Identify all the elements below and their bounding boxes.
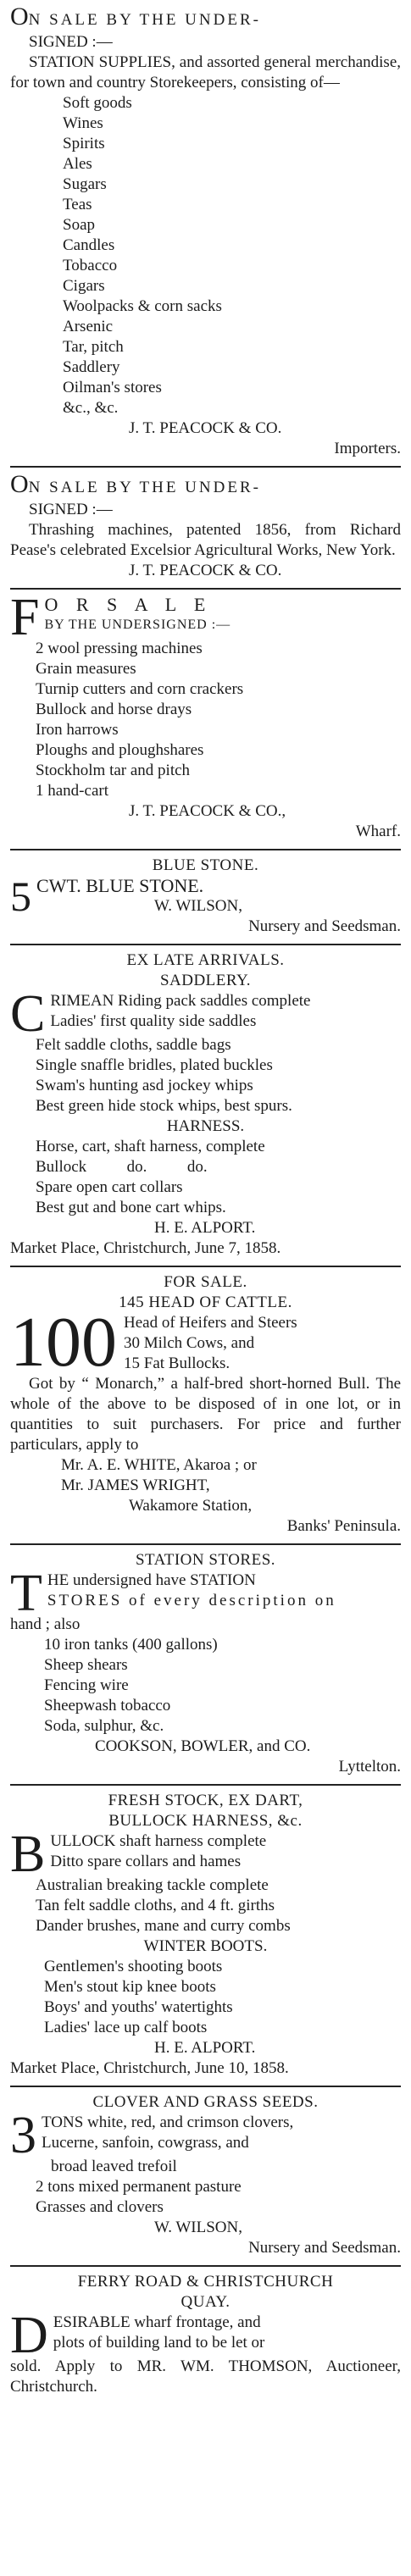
advertiser-name: J. T. PEACOCK & CO., [129, 802, 286, 820]
advert-blue-stone [10, 852, 401, 942]
list-item: Spare open cart collars [36, 1178, 183, 1196]
advert-ferry-road [10, 2269, 401, 2402]
list-item: Turnip cutters and corn crackers [36, 680, 244, 698]
list-item: Candles [63, 236, 115, 254]
advertiser-address: Lyttelton. [338, 1758, 401, 1776]
newspaper-column [10, 0, 401, 2402]
advert-subtitle: 145 HEAD OF CATTLE. [119, 1294, 292, 1311]
advertiser-address: Market Place, Christchurch, June 7, 1858. [10, 1239, 281, 1257]
advert-line: Lucerne, sanfoin, cowgrass, and [42, 2134, 249, 2152]
list-item: Horse, cart, shaft harness, complete [36, 1138, 265, 1155]
contact-line: Banks' Peninsula. [286, 1517, 401, 1535]
item-list [10, 1875, 401, 1936]
list-item: Saddlery [63, 358, 120, 376]
divider [10, 1543, 401, 1545]
list-item: Bullock do. do. [36, 1158, 208, 1176]
list-item: Tar, pitch [63, 338, 124, 356]
item-list [10, 1035, 401, 1116]
list-item: Teas [63, 196, 92, 213]
advert-title: FERRY ROAD & CHRISTCHURCH [77, 2273, 334, 2291]
advert-title: QUAY. [181, 2293, 230, 2311]
advert-line: 30 Milch Cows, and [124, 1334, 255, 1352]
advert-subheading: BY THE UNDERSIGNED :— [44, 618, 231, 632]
heading-line: STORES of every description on [47, 1592, 336, 1609]
list-item: Boys' and youths' watertights [44, 1998, 233, 2016]
advert-body: Got by “ Monarch,” a half-bred short-horned Bull. The whole of the above to be disposed of in one lot, or in quantities to suit purchasers. For price and further particulars, apply to [10, 1375, 401, 1454]
advertiser-role: Nursery and Seedsman. [248, 917, 401, 935]
advertiser-name: COOKSON, BOWLER, and CO. [95, 1737, 311, 1755]
advert-subtitle: BULLOCK HARNESS, &c. [108, 1812, 303, 1830]
initial-letter: T [10, 1565, 42, 1622]
divider [10, 944, 401, 945]
list-item: Ploughs and ploughshares [36, 741, 204, 759]
list-item: Soda, sulphur, &c. [44, 1717, 164, 1735]
initial-letter: 5 [10, 873, 31, 920]
list-item: Grasses and clovers [36, 2198, 164, 2216]
advert-title: STATION STORES. [135, 1551, 276, 1569]
list-item: Cigars [63, 277, 105, 295]
divider [10, 1266, 401, 1267]
advert-clover-seeds [10, 2089, 401, 2263]
list-item: Spirits [63, 135, 105, 152]
divider [10, 2265, 401, 2267]
list-item: Oilman's stores [63, 379, 162, 396]
advert-cattle [10, 1269, 401, 1542]
divider [10, 466, 401, 468]
heading-line: N SALE BY THE UNDER- [28, 479, 261, 496]
initial-letter: O [10, 470, 29, 498]
advertiser-name: W. WILSON, [154, 897, 242, 915]
list-item: 10 iron tanks (400 gallons) [44, 1636, 218, 1654]
advert-bullock-harness [10, 1787, 401, 2084]
initial-number: 100 [10, 1303, 117, 1382]
advert-lead: ESIRABLE wharf frontage, and [53, 2313, 261, 2331]
advert-body: STATION SUPPLIES, and assorted general merchandise, for town and country Storekeepers, consisting of— [10, 53, 401, 91]
contact-line: Mr. JAMES WRIGHT, [61, 1476, 210, 1494]
list-item: Wines [63, 114, 103, 132]
list-item: Swam's hunting asd jockey whips [36, 1077, 253, 1094]
list-item: Sheepwash tobacco [44, 1697, 171, 1715]
heading-line: HE undersigned have STATION [47, 1571, 256, 1589]
advert-heading [10, 470, 401, 500]
contact-line: Wakamore Station, [129, 1497, 253, 1515]
advert-body: sold. Apply to MR. WM. THOMSON, Auctioneer, Christchurch. [10, 2357, 401, 2396]
advertiser-role: Importers. [334, 440, 401, 457]
list-item: Sugars [63, 175, 107, 193]
item-list [10, 2157, 401, 2218]
advert-lead: ULLOCK shaft harness complete [50, 1832, 267, 1850]
item-list [10, 1137, 401, 1218]
advert-heading [10, 5, 401, 32]
advertiser-address: Wharf. [355, 823, 401, 840]
list-item: Soft goods [63, 94, 132, 112]
list-item: Ladies' first quality side saddles [50, 1012, 257, 1030]
list-item: Woolpacks & corn sacks [63, 297, 222, 315]
initial-letter: F [10, 589, 40, 646]
list-item: Soap [63, 216, 95, 234]
list-item: Australian breaking tackle complete [36, 1876, 269, 1894]
advertiser-name: W. WILSON, [154, 2219, 242, 2236]
item-list [10, 639, 401, 801]
advert-line: TONS white, red, and crimson clovers, [42, 2113, 294, 2131]
list-item: 1 hand-cart [36, 782, 108, 800]
heading-line: SIGNED :— [29, 33, 113, 51]
initial-letter: D [10, 2307, 48, 2364]
item-list [10, 93, 401, 418]
list-item: Stockholm tar and pitch [36, 762, 191, 779]
heading-line: SIGNED :— [29, 501, 113, 518]
list-item: Best gut and bone cart whips. [36, 1199, 226, 1216]
divider [10, 2086, 401, 2087]
list-item: Bullock and horse drays [36, 701, 192, 718]
list-item: Arsenic [63, 318, 114, 335]
advert-line: Head of Heifers and Steers [124, 1314, 297, 1332]
advert-saddlery [10, 947, 401, 1264]
list-item: Ladies' lace up calf boots [44, 2019, 208, 2036]
advertiser-role: Nursery and Seedsman. [248, 2239, 401, 2257]
advert-station-stores [10, 1547, 401, 1782]
advert-title: CLOVER AND GRASS SEEDS. [92, 2093, 319, 2111]
list-item: Ales [63, 155, 92, 173]
advertiser-address: Market Place, Christchurch, June 10, 1858. [10, 2059, 289, 2077]
heading-line: O R S A L E [44, 594, 213, 615]
list-item: Sheep shears [44, 1656, 128, 1674]
list-item: Grain measures [36, 660, 136, 678]
advert-title: FOR SALE. [164, 1273, 247, 1291]
divider [10, 849, 401, 850]
list-item: Single snaffle bridles, plated buckles [36, 1056, 273, 1074]
divider [10, 1784, 401, 1786]
heading-line: hand ; also [10, 1615, 81, 1633]
advert-lead: RIMEAN Riding pack saddles complete [50, 992, 311, 1010]
list-item: Gentlemen's shooting boots [44, 1958, 223, 1975]
section-heading: HARNESS. [166, 1117, 245, 1135]
list-item: Dander brushes, mane and curry combs [36, 1917, 291, 1935]
list-item: Ditto spare collars and hames [50, 1853, 242, 1870]
item-list [10, 1635, 401, 1737]
advert-station-supplies [10, 2, 401, 464]
initial-letter: O [10, 3, 29, 30]
advert-lead: plots of building land to be let or [53, 2334, 265, 2352]
list-item: Tan felt saddle cloths, and 4 ft. girths [36, 1897, 275, 1914]
advertiser-name: H. E. ALPORT. [154, 1219, 256, 1237]
list-item: &c., &c. [63, 399, 119, 417]
advert-line: broad leaved trefoil [51, 2158, 177, 2175]
list-item: 2 wool pressing machines [36, 640, 203, 657]
heading-line: N SALE BY THE UNDER- [28, 11, 261, 29]
advert-title: BLUE STONE. [152, 856, 259, 874]
list-item: Best green hide stock whips, best spurs. [36, 1097, 292, 1115]
advert-body: CWT. BLUE STONE. [36, 875, 204, 896]
advert-body: Thrashing machines, patented 1856, from Richard Pease's celebrated Excelsior Agricultural Works, New York. [10, 521, 401, 559]
item-list [10, 1957, 401, 2038]
divider [10, 588, 401, 590]
advertiser-name: J. T. PEACOCK & CO. [129, 562, 282, 579]
advertiser-name: J. T. PEACOCK & CO. [129, 419, 282, 437]
list-item: Men's stout kip knee boots [44, 1978, 216, 1996]
list-item: Iron harrows [36, 721, 119, 739]
section-heading: WINTER BOOTS. [143, 1937, 268, 1955]
advertiser-name: H. E. ALPORT. [154, 2039, 256, 2057]
list-item: 2 tons mixed permanent pasture [36, 2178, 242, 2196]
list-item: Fencing wire [44, 1676, 129, 1694]
initial-letter: B [10, 1825, 46, 1883]
contact-line: Mr. A. E. WHITE, Akaroa ; or [61, 1456, 257, 1474]
initial-letter: C [10, 985, 46, 1043]
advert-for-sale [10, 591, 401, 847]
advert-title: FRESH STOCK, EX DART, [108, 1792, 303, 1809]
list-item: Tobacco [63, 257, 118, 274]
initial-number: 3 [10, 2107, 36, 2164]
advert-subtitle: SADDLERY. [159, 972, 252, 989]
advert-line: 15 Fat Bullocks. [124, 1354, 230, 1372]
advert-thrashing-machines [10, 469, 401, 586]
list-item: Felt saddle cloths, saddle bags [36, 1036, 231, 1054]
advert-title: EX LATE ARRIVALS. [126, 951, 285, 969]
